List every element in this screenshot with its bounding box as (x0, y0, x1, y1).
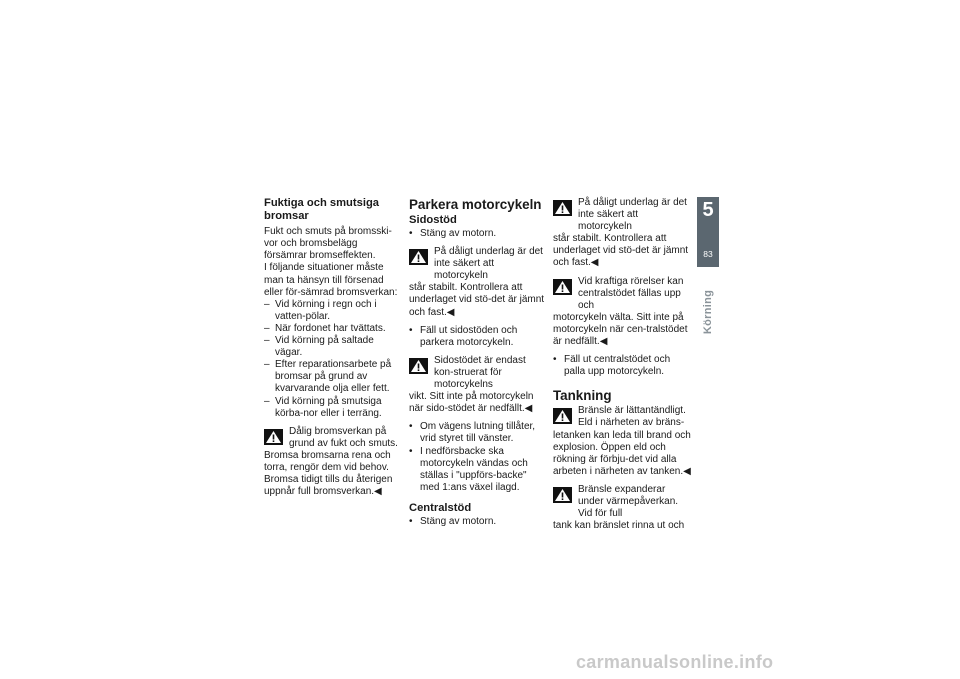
list-item: – Vid körning i regn och i vatten-pölar. (264, 298, 377, 322)
paragraph: tank kan bränslet rinna ut och (553, 520, 685, 532)
warning-block (553, 276, 691, 349)
chapter-heading-parking: Parkera motorcykeln (409, 197, 542, 212)
list-item: – När fordonet har tvättats. (264, 322, 386, 334)
warning-block (409, 355, 547, 415)
paragraph: Fukt och smuts på bromsski-vor och bromsbelägg försämrar bromseffekten. (264, 226, 392, 262)
warning-triangle-icon (409, 358, 428, 374)
chapter-side-label (701, 285, 715, 341)
column-2 (409, 197, 547, 528)
list-item: – Vid körning på saltade vägar. (264, 335, 374, 359)
list-item: • Stäng av motorn. (409, 228, 497, 239)
warning-block (553, 197, 691, 270)
paragraph: motorcykeln välta. Sitt inte på motorcykeln när cen-tralstödet är nedfällt.◀ (553, 311, 688, 348)
warning-triangle-icon (553, 200, 572, 216)
column-1 (264, 197, 402, 498)
chapter-number: 5 (702, 199, 714, 221)
paragraph: letanken kan leda till brand och explosion. Öppen eld och rökning är förbju-det vid alla arbeten i närheten av tanken.◀ (553, 429, 691, 477)
warning-triangle-icon (264, 429, 283, 445)
list-item: • Fäll ut centralstödet och palla upp motorcykeln. (553, 354, 671, 378)
chapter-tab (697, 197, 719, 267)
watermark: carmanualsonline.info (576, 652, 774, 672)
list-item: – Vid körning på smutsiga körba-nor eller i terräng. (264, 395, 382, 419)
page-number: 83 (703, 249, 713, 259)
warning-text: På dåligt underlag är det inte säkert att motorcykeln (434, 246, 543, 282)
section-title-wet-brakes: Fuktiga och smutsiga bromsar (264, 197, 379, 222)
warning-triangle-icon (553, 279, 572, 295)
section-title-side-stand: Sidostöd (409, 214, 457, 226)
warning-triangle-icon (553, 487, 572, 503)
warning-text: Dålig bromsverkan på grund av fukt och smuts. (289, 425, 398, 449)
chapter-heading-refuelling: Tankning (553, 388, 612, 404)
paragraph: står stabilt. Kontrollera att underlaget vid stö-det är jämnt och fast.◀ (553, 233, 689, 269)
warning-text: Sidostödet är endast kon-struerat för motorcykelns (434, 354, 526, 391)
warning-block (409, 246, 547, 319)
list-item: • I nedförsbacke ska motorcykeln vändas och ställas i "uppförs-backe" med 1:ans växel ilagd. (409, 445, 528, 493)
paragraph: vikt. Sitt inte på motorcykeln när sido-stödet är nedfällt.◀ (409, 391, 534, 415)
warning-triangle-icon (409, 249, 428, 265)
section-title-center-stand: Centralstöd (409, 501, 472, 514)
warning-block (553, 484, 691, 532)
chapter-name: Körning (702, 289, 714, 335)
paragraph: Bromsa bromsarna rena och torra, rengör dem vid behov. Bromsa tidigt tills du återigen uppnår full bromsverkan.◀ (264, 449, 393, 498)
list-item: • Stäng av motorn. (409, 515, 497, 527)
warning-text: Bränsle är lättantändligt. Eld i närheten av bräns- (578, 405, 686, 429)
warning-block (264, 426, 402, 499)
paragraph: står stabilt. Kontrollera att underlaget vid stö-det är jämnt och fast.◀ (409, 282, 545, 318)
list-item: – Efter reparationsarbete på bromsar på grund av kvarvarande olja eller fett. (264, 359, 392, 395)
list-item: • Fäll ut sidostöden och parkera motorcykeln. (409, 324, 518, 348)
warning-block (553, 405, 691, 478)
warning-triangle-icon (553, 408, 572, 424)
list-item: • Om vägens lutning tillåter, vrid styret till vänster. (409, 421, 536, 445)
paragraph: I följande situationer måste man ta hänsyn till försenad eller för-sämrad bromsverkan: (264, 262, 398, 298)
warning-text: På dåligt underlag är det inte säkert att motorcykeln (578, 197, 687, 233)
warning-text: Vid kraftiga rörelser kan centralstödet fällas upp och (578, 275, 684, 311)
warning-text: Bränsle expanderar under värmepåverkan. Vid för full (578, 483, 679, 520)
column-3 (553, 197, 691, 532)
